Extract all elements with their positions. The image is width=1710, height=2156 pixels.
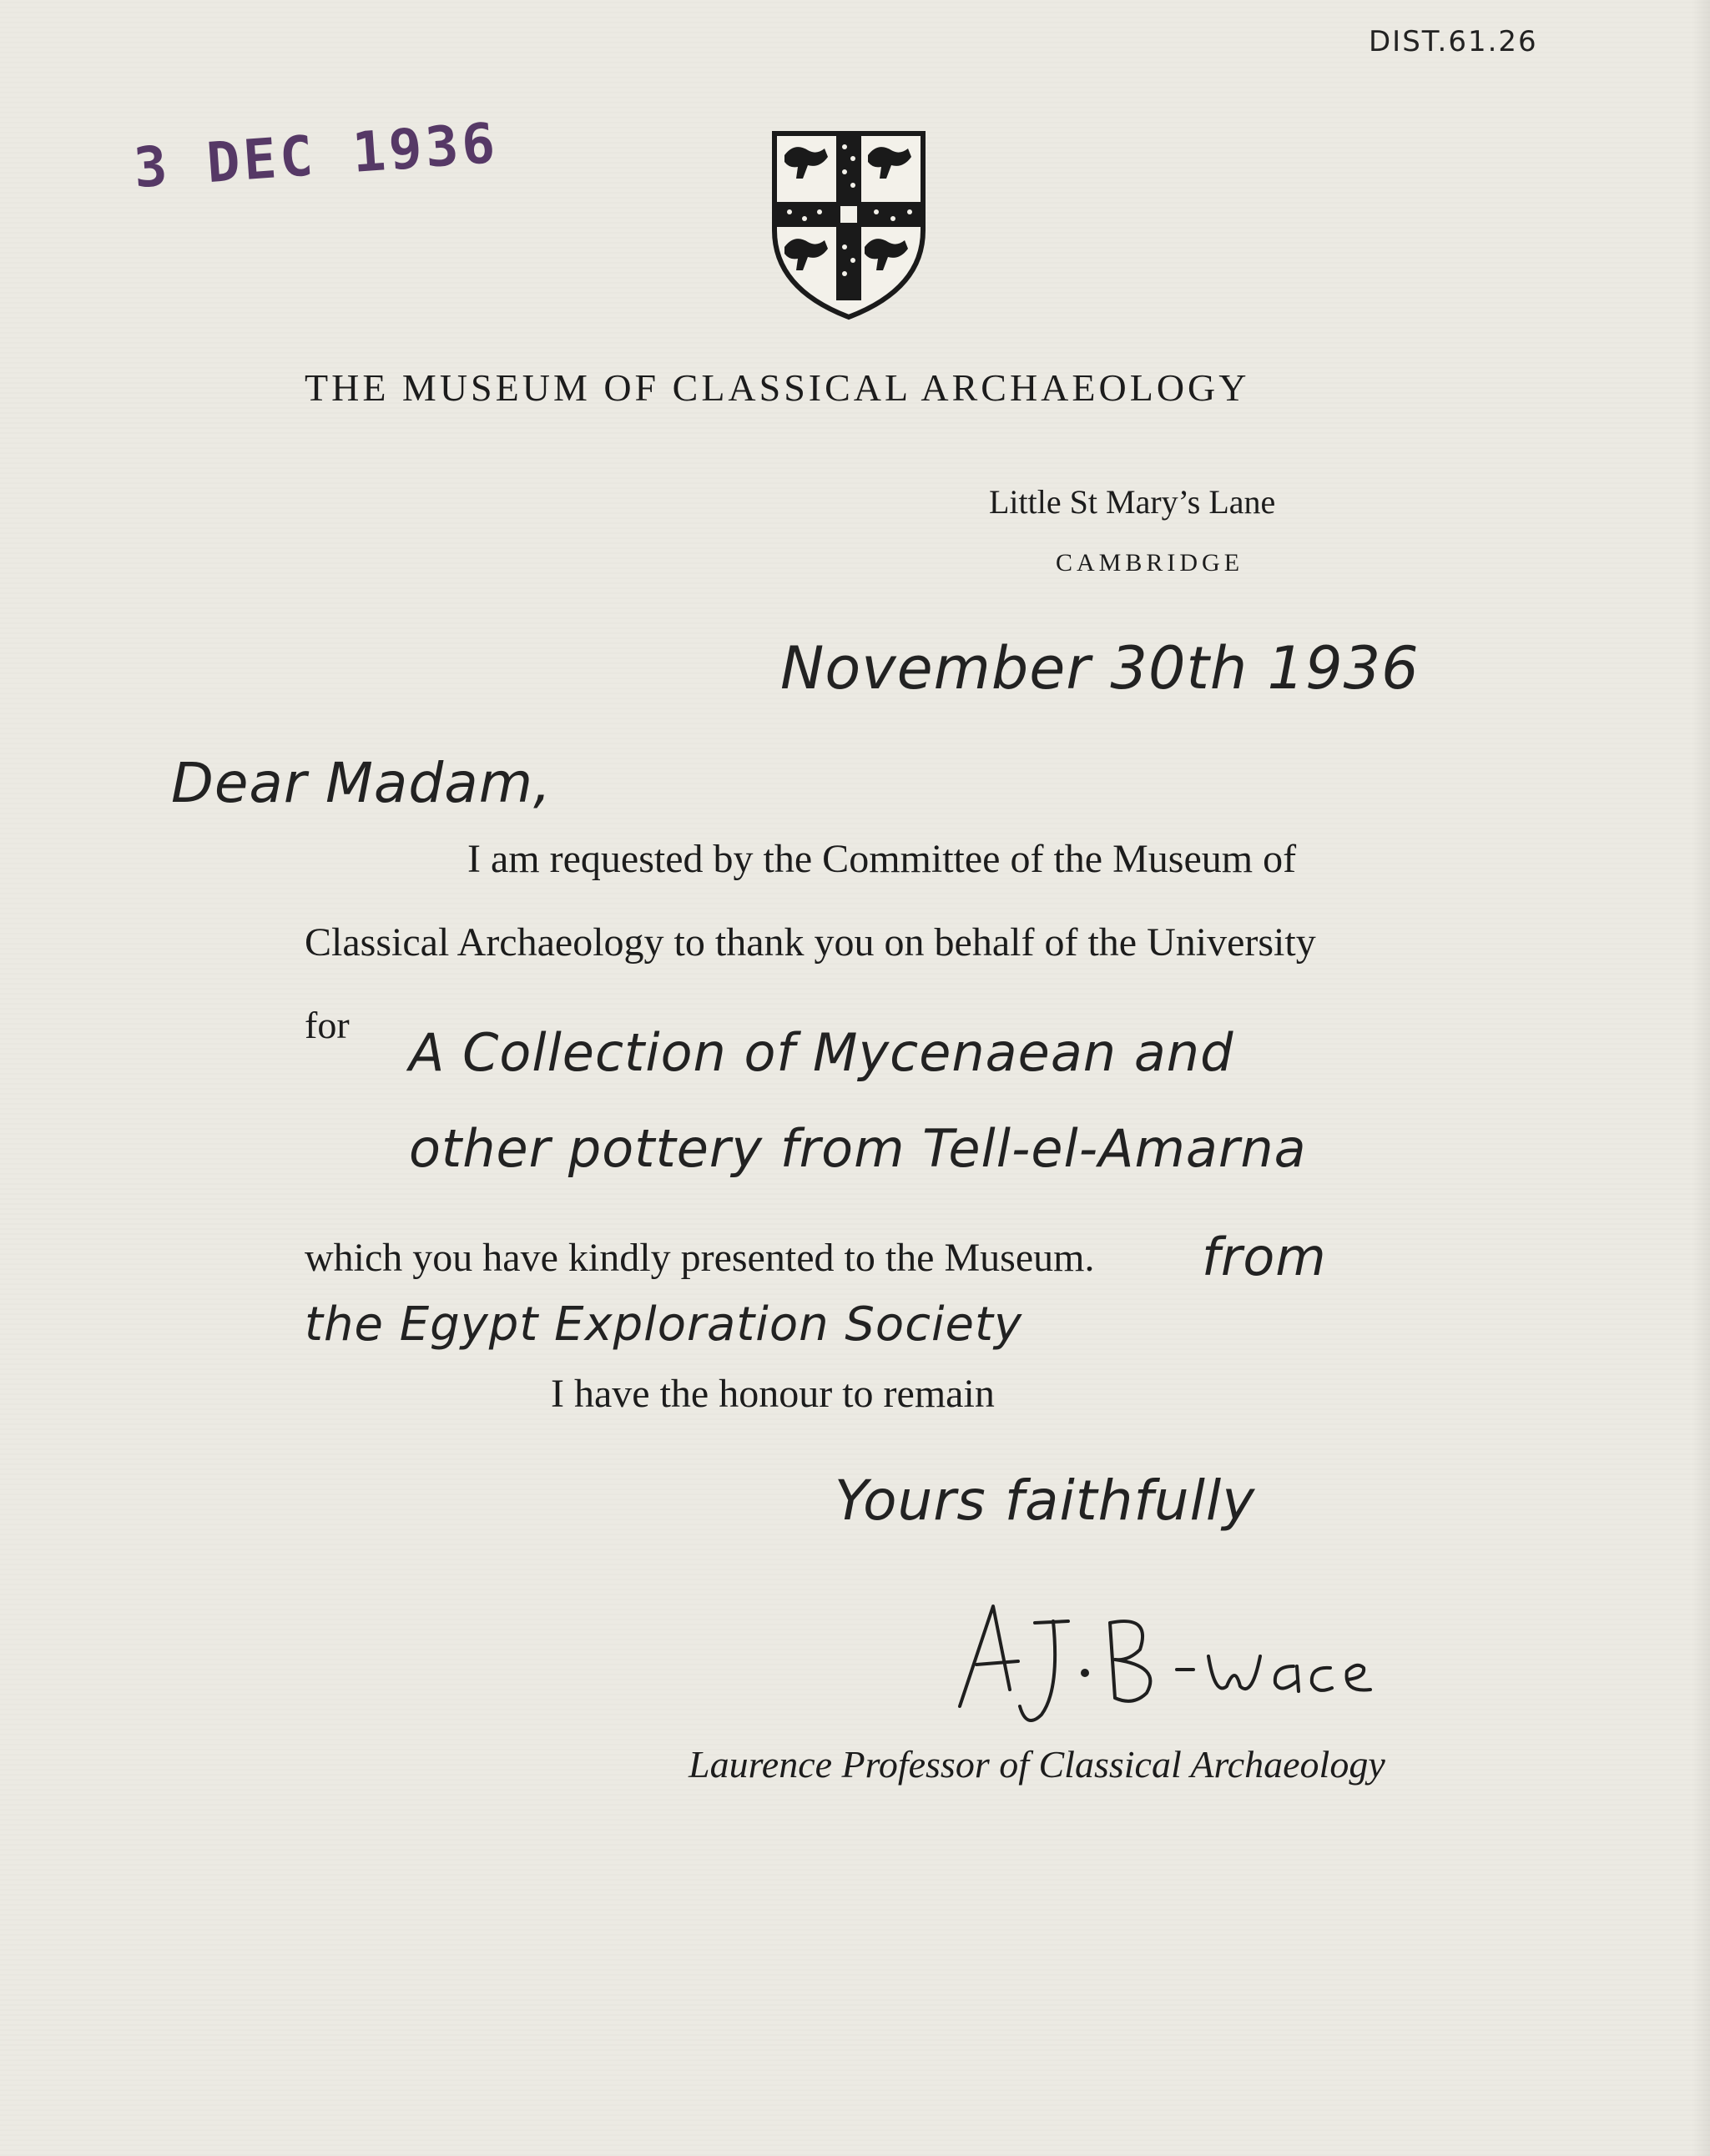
body-line-4: which you have kindly presented to the Museum. (305, 1236, 1095, 1280)
letter-date: November 30th 1936 (780, 634, 1420, 703)
page-edge-shadow (1692, 0, 1710, 2156)
donor-insert-from: from (1202, 1227, 1327, 1287)
university-coat-of-arms-icon (771, 130, 926, 320)
address-line: Little St Mary’s Lane (989, 483, 1276, 521)
body-line-5: I have the honour to remain (551, 1372, 995, 1416)
received-date-stamp: 3 DEC 1936 (131, 110, 501, 201)
signatory-title: Laurence Professor of Classical Archaeology (689, 1743, 1385, 1786)
body-line-2: Classical Archaeology to thank you on behalf of the University (305, 920, 1316, 965)
gift-description-line-1: A Collection of Mycenaean and (409, 1022, 1234, 1083)
body-line-1: I am requested by the Committee of the Museum of (467, 837, 1297, 881)
institution-name: THE MUSEUM OF CLASSICAL ARCHAEOLOGY (305, 366, 1250, 409)
body-line-3: for (305, 1004, 350, 1046)
salutation: Dear Madam, (171, 751, 552, 815)
gift-description-line-2: other pottery from Tell-el-Amarna (409, 1118, 1307, 1179)
accession-number: DIST.61.26 (1369, 25, 1538, 58)
address-city: CAMBRIDGE (1056, 549, 1244, 577)
handwritten-signature (943, 1589, 1394, 1731)
donor-insert-name: the Egypt Exploration Society (305, 1297, 1023, 1352)
closing: Yours faithfully (835, 1468, 1256, 1533)
